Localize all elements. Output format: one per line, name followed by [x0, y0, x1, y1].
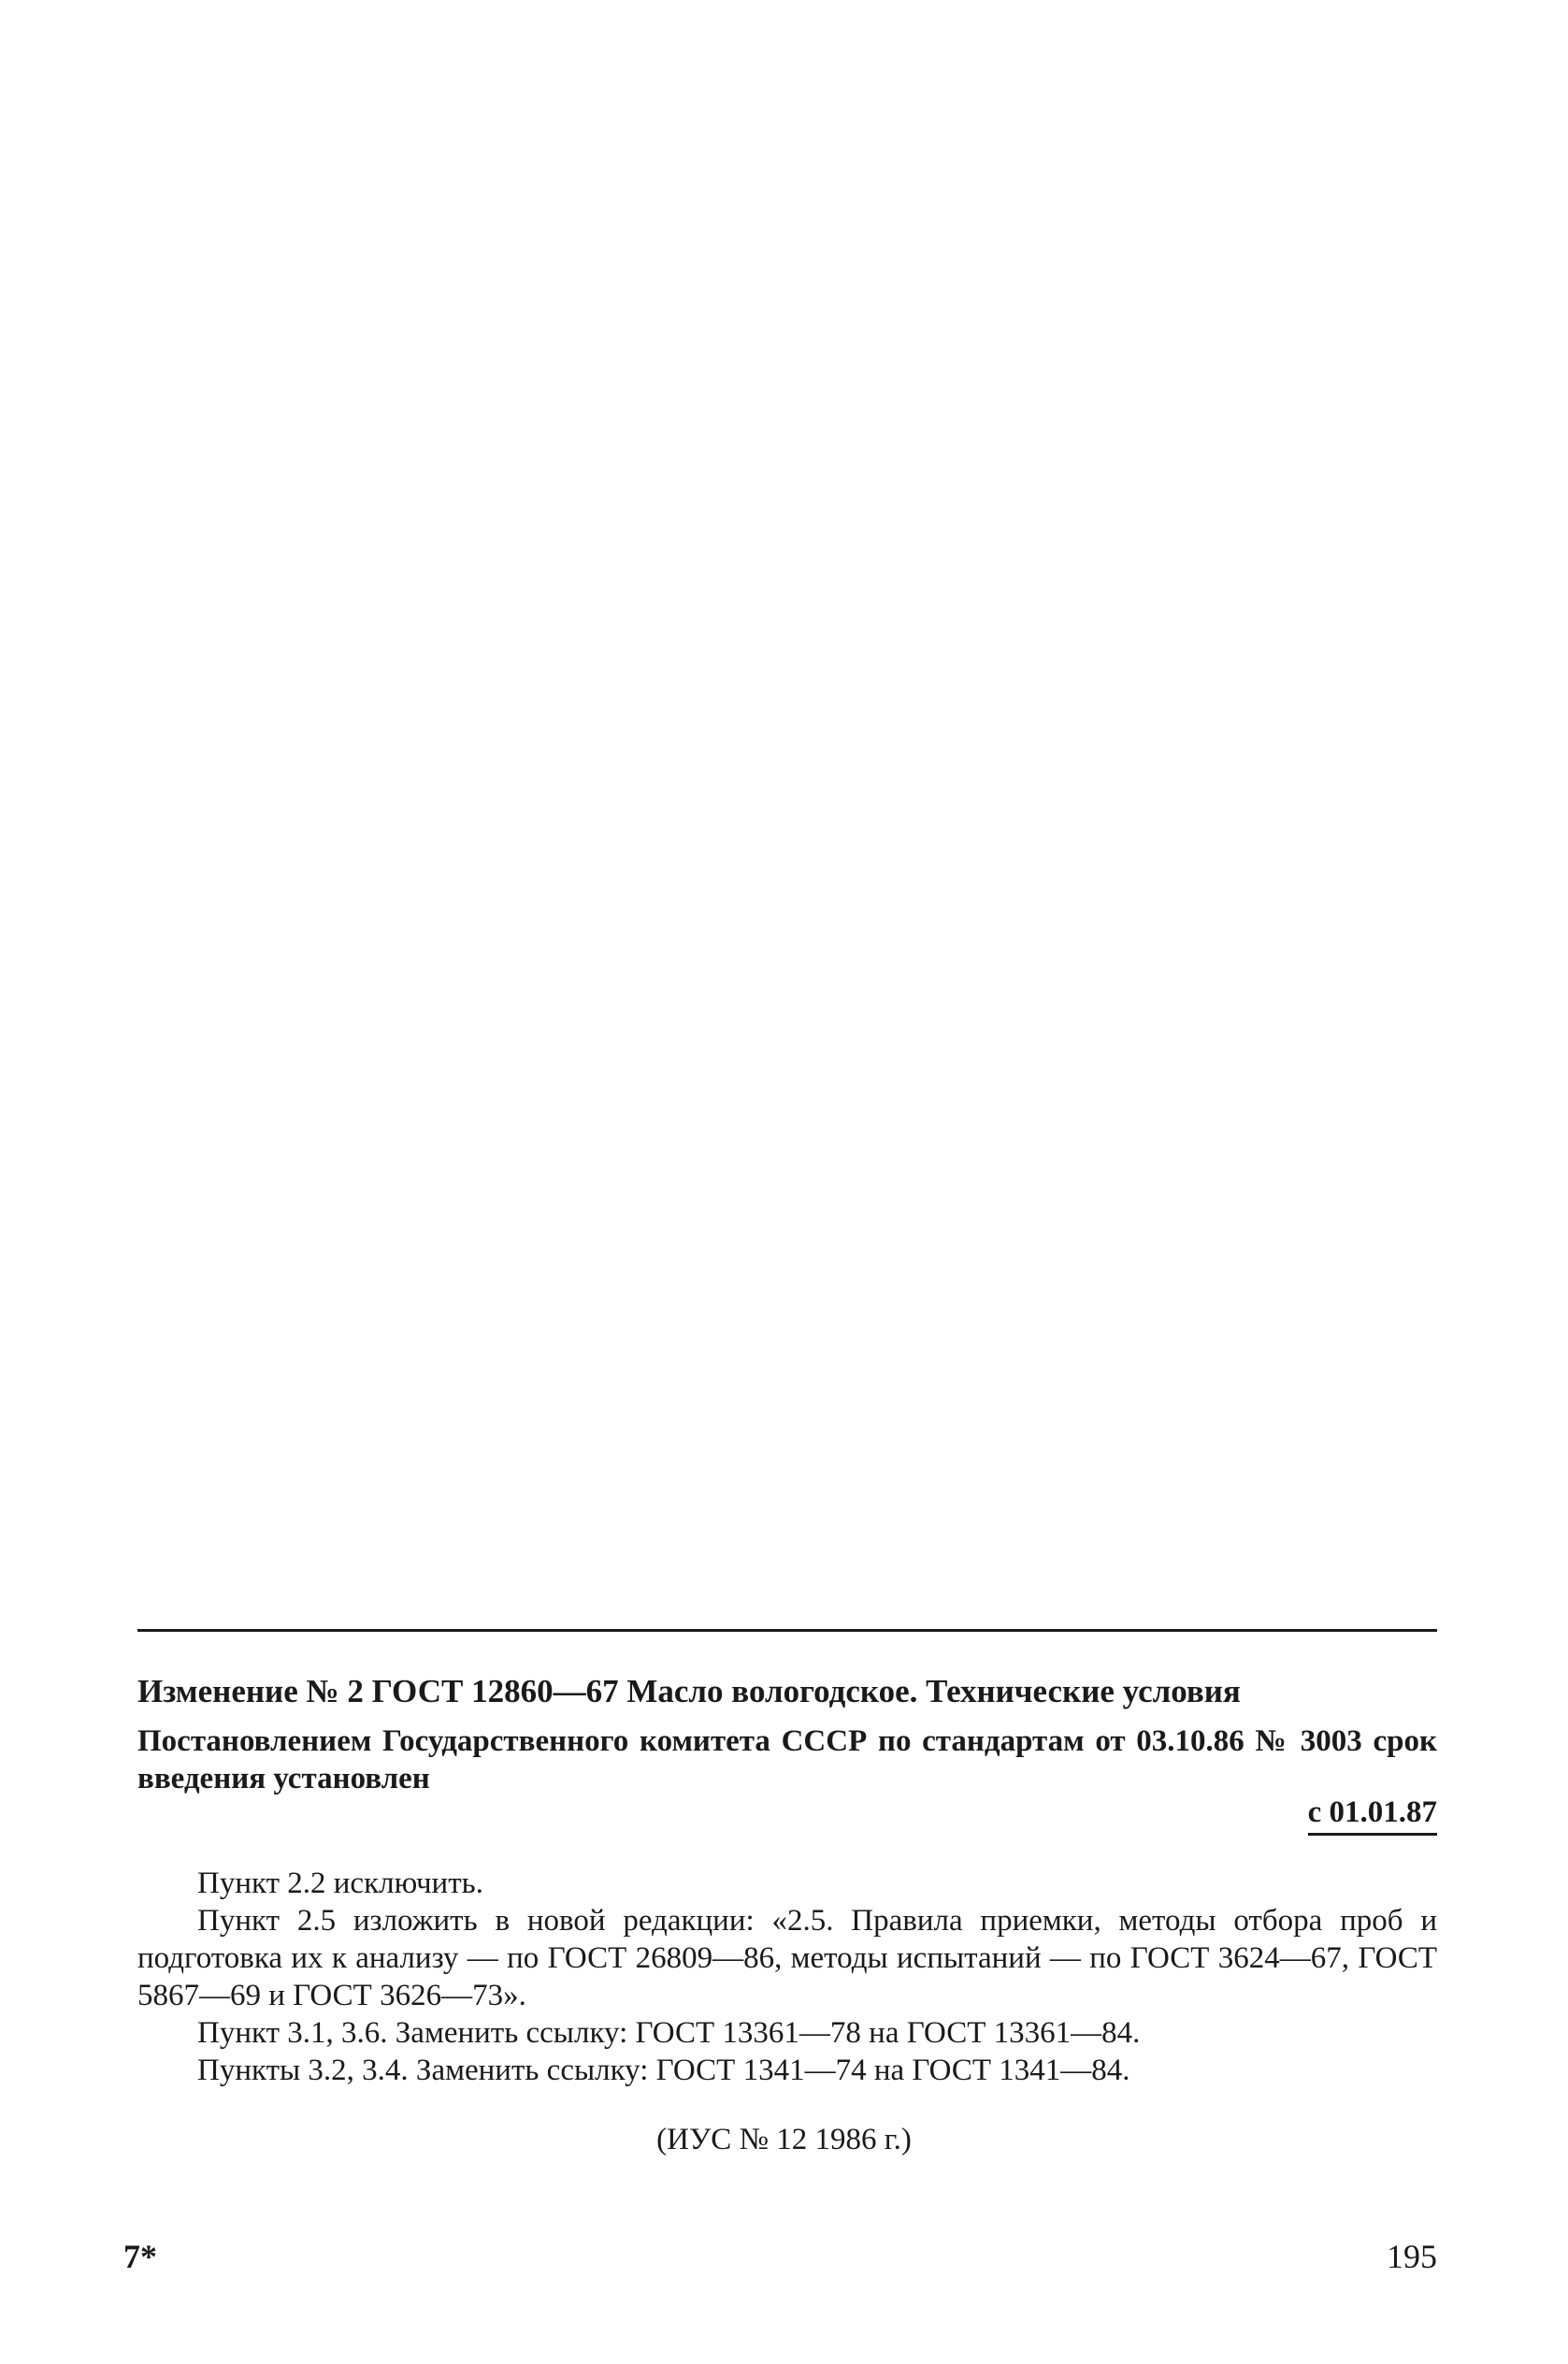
- top-divider: [137, 1629, 1437, 1632]
- amendment-title: Изменение № 2 ГОСТ 12860—67 Масло вологодское. Технические условия: [137, 1673, 1241, 1709]
- paragraph: Пункты 3.2, 3.4. Заменить ссылку: ГОСТ 1341—74 на ГОСТ 1341—84.: [197, 2054, 1130, 2087]
- paragraph: Пункт 2.2 исключить.: [197, 1867, 483, 1900]
- amendment-body: [137, 1865, 1437, 2089]
- signature-mark: 7*: [123, 2238, 157, 2275]
- paragraph: Пункт 2.5 изложить в новой редакции: «2.5. Правила приемки, методы отбора проб и подготовка их к анализу — по ГОСТ 26809—86, методы испытаний — по ГОСТ 3624—67, ГОСТ 5867—69 и ГОСТ 3626—73».: [137, 1904, 1437, 2012]
- paragraph: Пункт 3.1, 3.6. Заменить ссылку: ГОСТ 13361—78 на ГОСТ 13361—84.: [197, 2016, 1141, 2050]
- decree-text: Постановлением Государственного комитета СССР по стандартам от 03.10.86 № 3003 срок введения установлен: [137, 1724, 1437, 1795]
- source-reference: (ИУС № 12 1986 г.): [656, 2123, 912, 2156]
- effective-date: с 01.01.87: [1308, 1794, 1437, 1836]
- page-number: 195: [1387, 2238, 1437, 2275]
